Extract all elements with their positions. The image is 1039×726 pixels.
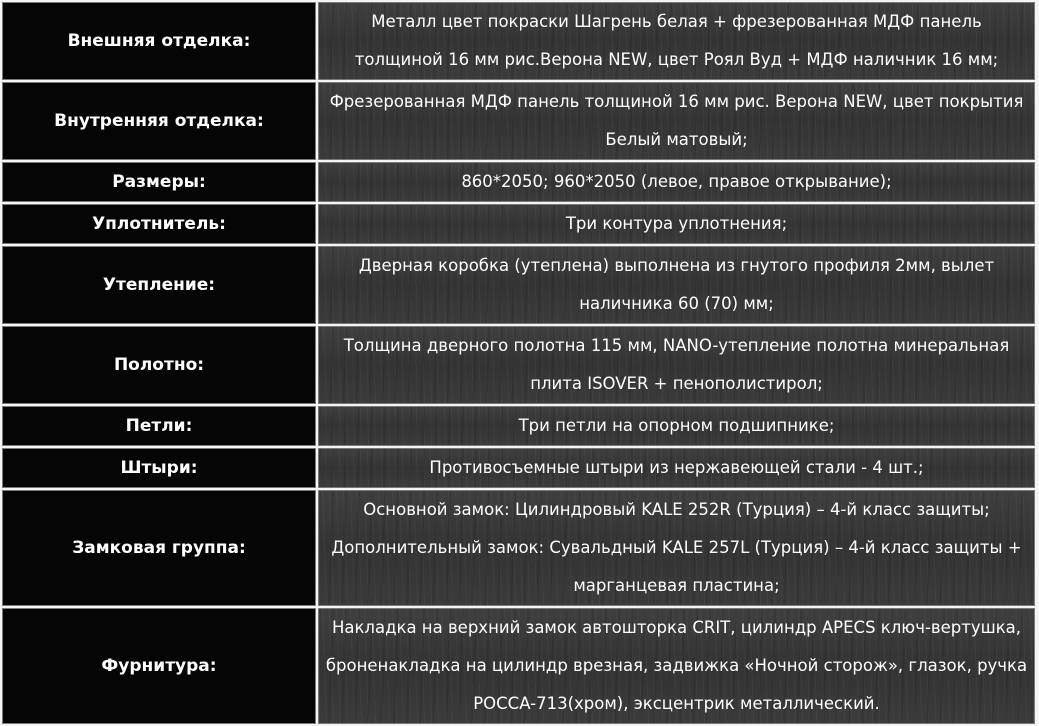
spec-value: Фрезерованная МДФ панель толщиной 16 мм рис. Верона NEW, цвет покрытия Белый матовый;: [318, 82, 1035, 160]
spec-label: Уплотнитель:: [2, 204, 316, 244]
spec-value: Три петли на опорном подшипнике;: [318, 406, 1035, 446]
spec-label: Штыри:: [2, 448, 316, 488]
spec-label: Утепление:: [2, 246, 316, 324]
spec-row-lock-group: [2, 490, 1035, 606]
spec-value: 860*2050; 960*2050 (левое, правое открывание);: [318, 162, 1035, 202]
spec-row-pins: [2, 448, 1035, 488]
spec-row-dimensions: [2, 162, 1035, 202]
spec-value: Три контура уплотнения;: [318, 204, 1035, 244]
spec-value: Металл цвет покраски Шагрень белая + фрезерованная МДФ панель толщиной 16 мм рис.Верона NEW, цвет Роял Вуд + МДФ наличник 16 мм;: [318, 2, 1035, 80]
spec-label: Внешняя отделка:: [2, 2, 316, 80]
spec-row-exterior-finish: [2, 2, 1035, 80]
spec-value: Толщина дверного полотна 115 мм, NANO-утепление полотна минеральная плита ISOVER + пенополистирол;: [318, 326, 1035, 404]
spec-value: Противосъемные штыри из нержавеющей стали - 4 шт.;: [318, 448, 1035, 488]
spec-row-seal: [2, 204, 1035, 244]
spec-label: Полотно:: [2, 326, 316, 404]
spec-value: Основной замок: Цилиндровый KALE 252R (Турция) – 4-й класс защиты; Дополнительный замок: Сувальдный KALE 257L (Турция) – 4-й класс защиты + марганцевая пластина;: [318, 490, 1035, 606]
spec-value: Дверная коробка (утеплена) выполнена из гнутого профиля 2мм, вылет наличника 60 (70) мм;: [318, 246, 1035, 324]
spec-label: Размеры:: [2, 162, 316, 202]
spec-label: Петли:: [2, 406, 316, 446]
specification-table-body: [2, 2, 1035, 724]
spec-row-interior-finish: [2, 82, 1035, 160]
spec-row-door-leaf: [2, 326, 1035, 404]
spec-label: Внутренняя отделка:: [2, 82, 316, 160]
spec-label: Фурнитура:: [2, 608, 316, 724]
spec-value: Накладка на верхний замок автошторка CRIT, цилиндр APECS ключ-вертушка, броненакладка на цилиндр врезная, задвижка «Ночной сторож», глазок, ручка POCCA-713(хром), эксцентрик металлический.: [318, 608, 1035, 724]
spec-row-hinges: [2, 406, 1035, 446]
spec-row-insulation: [2, 246, 1035, 324]
spec-label: Замковая группа:: [2, 490, 316, 606]
spec-row-hardware: [2, 608, 1035, 724]
